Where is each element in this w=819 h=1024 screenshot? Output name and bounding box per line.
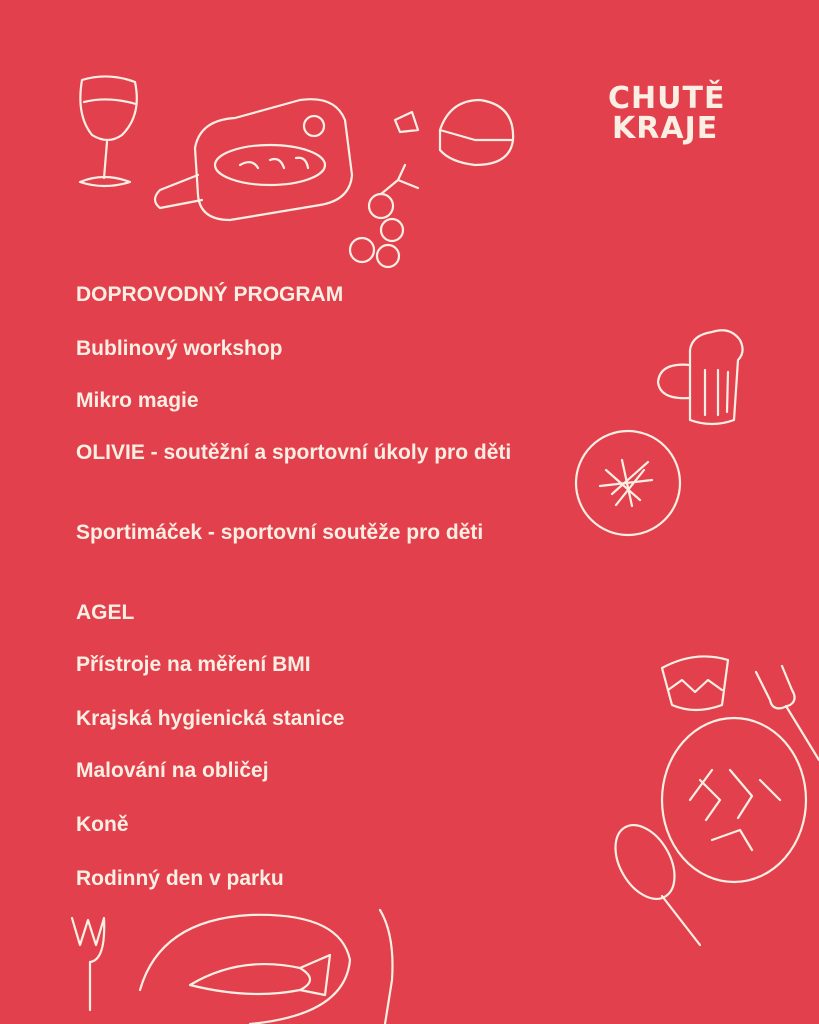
cutting-board-icon <box>155 99 352 220</box>
list-item: Mikro magie <box>76 389 199 412</box>
list-item: Rodinný den v parku <box>76 867 284 890</box>
beer-mug-icon <box>658 330 743 424</box>
knife-icon <box>380 910 393 1024</box>
spoon-icon <box>603 815 700 945</box>
tomato-branch-icon <box>350 165 418 267</box>
list-item: Bublinový workshop <box>76 337 283 360</box>
cheese-icon <box>395 100 513 165</box>
program-heading: DOPROVODNÝ PROGRAM <box>76 283 344 306</box>
list-item: Koně <box>76 813 129 836</box>
list-item: Sportimáček - sportovní soutěže pro děti <box>76 521 484 544</box>
pasta-plate-icon <box>662 718 806 882</box>
cup-icon <box>662 656 728 710</box>
fish-plate-icon <box>140 915 350 1024</box>
logo-line-2: KRAJE <box>612 111 719 146</box>
fork-icon <box>72 918 104 1010</box>
list-item: OLIVIE - soutěžní a sportovní úkoly pro děti <box>76 441 512 464</box>
logo <box>608 81 726 146</box>
salad-plate-icon <box>576 431 680 535</box>
list-item: Přístroje na měření BMI <box>76 653 311 676</box>
list-item: AGEL <box>76 601 135 624</box>
wine-glass-icon <box>80 76 137 186</box>
logo-line-1: CHUTĚ <box>608 81 726 116</box>
list-item: Malování na obličej <box>76 759 269 782</box>
list-item: Krajská hygienická stanice <box>76 707 345 730</box>
